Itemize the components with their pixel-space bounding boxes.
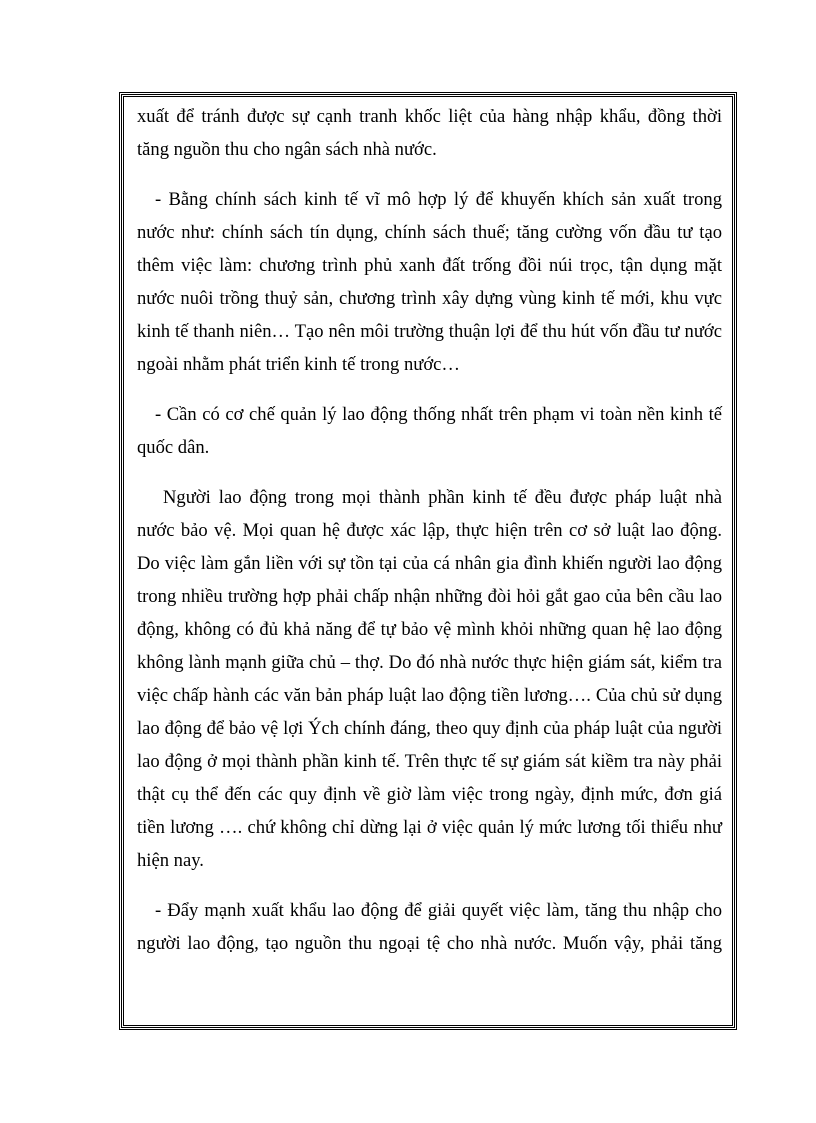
paragraph-labor-management bbox=[137, 398, 722, 464]
paragraph-macro-policy bbox=[137, 183, 722, 381]
text-line: thật cụ thể đến các quy định về giờ làm việc trong ngày, định mức, đơn giá bbox=[137, 784, 722, 805]
text-line: tiền lương …. chứ không chỉ dừng lại ở việc quản lý mức lương tối thiểu như bbox=[137, 817, 722, 838]
text-line: động, không có đủ khả năng để tự bảo vệ mình khỏi những quan hệ lao động bbox=[137, 619, 722, 640]
text-line: không lành mạnh giữa chủ – thợ. Do đó nhà nước thực hiện giám sát, kiểm tra bbox=[137, 652, 722, 673]
text-line: người lao động, tạo nguồn thu ngoại tệ cho nhà nước. Muốn vậy, phải tăng bbox=[137, 933, 722, 954]
paragraph-continuation bbox=[137, 100, 722, 166]
paragraph-labor-export bbox=[137, 894, 722, 960]
text-line: hiện nay. bbox=[137, 850, 204, 871]
text-line: lao động ở mọi thành phần kinh tế. Trên thực tế sự giám sát kiềm tra này phải bbox=[137, 751, 722, 772]
text-line: - Đẩy mạnh xuất khẩu lao động để giải quyết việc làm, tăng thu nhập cho bbox=[155, 900, 722, 921]
text-line: quốc dân. bbox=[137, 437, 210, 458]
text-line: Người lao động trong mọi thành phần kinh tế đều được pháp luật nhà bbox=[163, 487, 722, 508]
text-line: nước bảo vệ. Mọi quan hệ được xác lập, thực hiện trên cơ sở luật lao động. bbox=[137, 520, 722, 541]
text-line: trong nhiều trường hợp phải chấp nhận những đòi hỏi gắt gao của bên cầu lao bbox=[137, 586, 722, 607]
paragraph-worker-protection bbox=[137, 481, 722, 877]
text-line: kinh tế thanh niên… Tạo nên môi trường thuận lợi để thu hút vốn đầu tư nước bbox=[137, 321, 722, 342]
text-line: thêm việc làm: chương trình phủ xanh đất trống đồi núi trọc, tận dụng mặt bbox=[137, 255, 722, 276]
text-line: Do việc làm gắn liền với sự tồn tại của cá nhân gia đình khiến người lao động bbox=[137, 553, 722, 574]
text-line: nước như: chính sách tín dụng, chính sách thuế; tăng cường vốn đầu tư tạo bbox=[137, 222, 722, 243]
text-line: lao động để bảo vệ lợi Ých chính đáng, theo quy định của pháp luật của người bbox=[137, 718, 722, 739]
text-line: ngoài nhằm phát triển kinh tế trong nước… bbox=[137, 354, 461, 375]
text-line: tăng nguồn thu cho ngân sách nhà nước. bbox=[137, 139, 437, 160]
text-line: - Bằng chính sách kinh tế vĩ mô hợp lý để khuyến khích sản xuất trong bbox=[155, 189, 722, 210]
text-line: - Cần có cơ chế quản lý lao động thống nhất trên phạm vi toàn nền kinh tế bbox=[155, 404, 722, 425]
text-line: việc chấp hành các văn bản pháp luật lao động tiền lương…. Của chủ sử dụng bbox=[137, 685, 722, 706]
text-line: xuất để tránh được sự cạnh tranh khốc liệt của hàng nhập khẩu, đồng thời bbox=[137, 106, 722, 127]
text-line: nước nuôi trồng thuỷ sản, chương trình xây dựng vùng kinh tế mới, khu vực bbox=[137, 288, 722, 309]
document-body bbox=[137, 100, 722, 977]
